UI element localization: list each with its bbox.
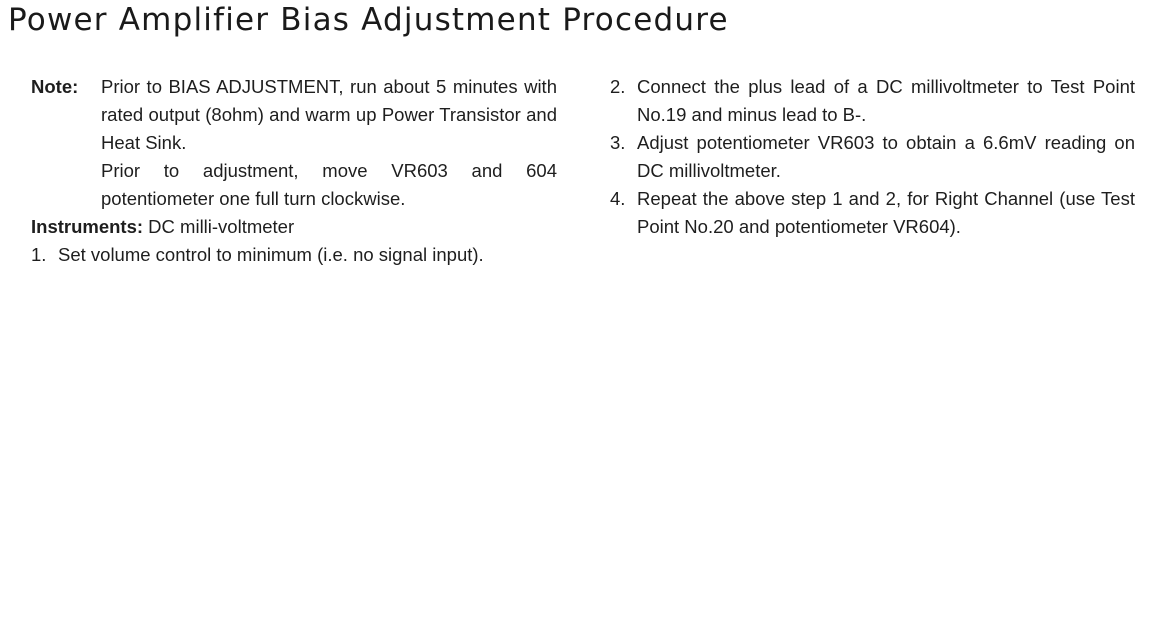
instruments-line [31,213,557,241]
step-2 [610,73,1135,129]
step-text: Set volume control to minimum (i.e. no signal input). [58,244,484,265]
step-text: Repeat the above step 1 and 2, for Right Channel (use Test Point No.20 and potentiometer VR604). [637,188,1135,237]
step-text: Connect the plus lead of a DC millivoltmeter to Test Point No.19 and minus lead to B-. [637,76,1135,125]
step-number: 4. [610,188,626,209]
note-paragraph-warmup: Prior to BIAS ADJUSTMENT, run about 5 minutes with rated output (8ohm) and warm up Power Transistor and Heat Sink. [101,76,557,153]
step-text: Adjust potentiometer VR603 to obtain a 6.6mV reading on DC millivoltmeter. [637,132,1135,181]
note-block [31,73,557,213]
instruments-label: Instruments: [31,216,144,237]
step-4 [610,185,1135,241]
step-1 [31,241,557,269]
note-paragraph-potentiometer: Prior to adjustment, move VR603 and 604 potentiometer one full turn clockwise. [101,160,557,209]
page-title: Power Amplifier Bias Adjustment Procedure [8,2,729,38]
note-body [101,73,557,213]
step-number: 2. [610,76,626,97]
left-column [31,73,557,269]
right-column [610,73,1135,241]
step-number: 3. [610,132,626,153]
note-label: Note: [31,76,79,97]
step-number: 1. [31,244,47,265]
instruments-value: DC milli-voltmeter [143,216,295,237]
step-3 [610,129,1135,185]
